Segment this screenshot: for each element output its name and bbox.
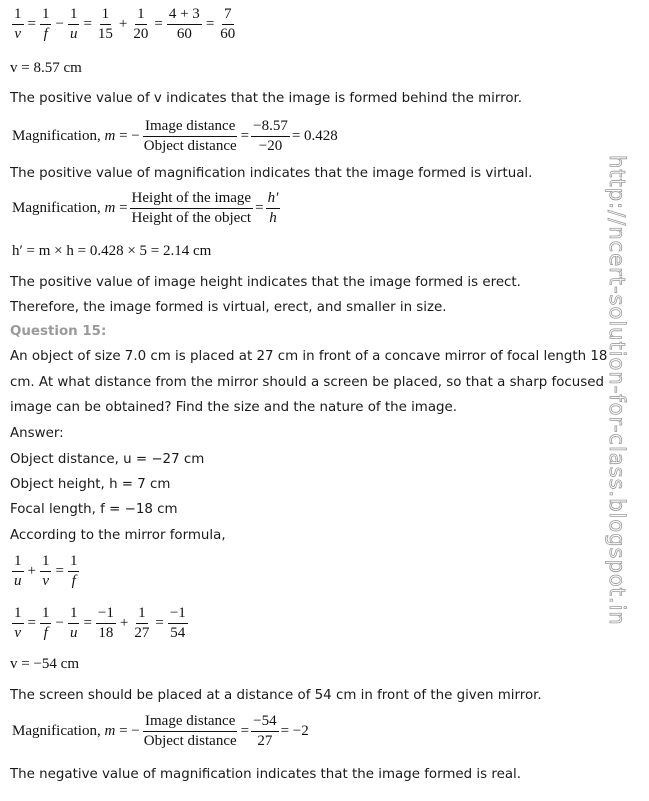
paragraph-virtual: The positive value of magnification indicates that the image formed is virtual. (10, 166, 533, 181)
mirror-formula-intro: According to the mirror formula, (10, 528, 226, 543)
v-result: v = 8.57 cm (10, 60, 82, 76)
question-heading: Question 15: (10, 324, 107, 339)
answer-label: Answer: (10, 426, 64, 441)
mirror-equation-1: $\frac{1}{v}$ = $\frac{1}{f}$ − $\frac{1}{u}$ = $\frac{1}{15}$ + $\frac{1}{20}$ = $\frac{4 + 3}{60}$ = $\frac{7}{60}$ (14, 6, 236, 42)
question-line-1: An object of size 7.0 cm is placed at 27 cm in front of a concave mirror of focal length 18 (10, 349, 608, 364)
given-focal-length: Focal length, f = −18 cm (10, 502, 178, 517)
mirror-equation-2: $\frac{1}{v}$ = $\frac{1}{f}$ − $\frac{1}{u}$ = $\frac{-1}{18}$ + $\frac{1}{27}$ = $\frac{-1}{54}$ (14, 605, 186, 641)
image-height-result: h′ = m × h = 0.428 × 5 = 2.14 cm (12, 243, 212, 259)
magnification-equation-1: Magnification, m = − $\frac{\text{Image distance}}{\text{Object distance}}$ = $\frac{-8.57}{-20}$ = 0.428 (12, 118, 338, 154)
given-object-distance: Object distance, u = −27 cm (10, 452, 205, 467)
paragraph-erect: The positive value of image height indicates that the image formed is erect. (10, 275, 521, 290)
paragraph-conclusion: Therefore, the image formed is virtual, erect, and smaller in size. (10, 300, 447, 315)
question-line-2: cm. At what distance from the mirror should a screen be placed, so that a sharp focused (10, 375, 604, 390)
paragraph-image-behind: The positive value of v indicates that the image is formed behind the mirror. (10, 91, 523, 106)
magnification-equation-2: Magnification, m = $\frac{\text{Height of the image}}{\text{Height of the object}}$ = $\frac{h'}{h}$ (12, 190, 279, 226)
magnification-equation-3: Magnification, m = − $\frac{\text{Image distance}}{\text{Object distance}}$ = $\frac{-54}{27}$ = −2 (12, 713, 309, 749)
watermark-url: http://ncert-solution-for-class.blogspot.in (605, 155, 629, 626)
question-line-3: image can be obtained? Find the size and the nature of the image. (10, 400, 458, 415)
mirror-formula: $\frac{1}{u}$ + $\frac{1}{v}$ = $\frac{1}{f}$ (14, 553, 78, 589)
paragraph-real: The negative value of magnification indicates that the image formed is real. (10, 767, 522, 782)
v2-result: v = −54 cm (10, 656, 79, 672)
given-object-height: Object height, h = 7 cm (10, 477, 171, 492)
paragraph-screen-position: The screen should be placed at a distance of 54 cm in front of the given mirror. (10, 688, 542, 703)
